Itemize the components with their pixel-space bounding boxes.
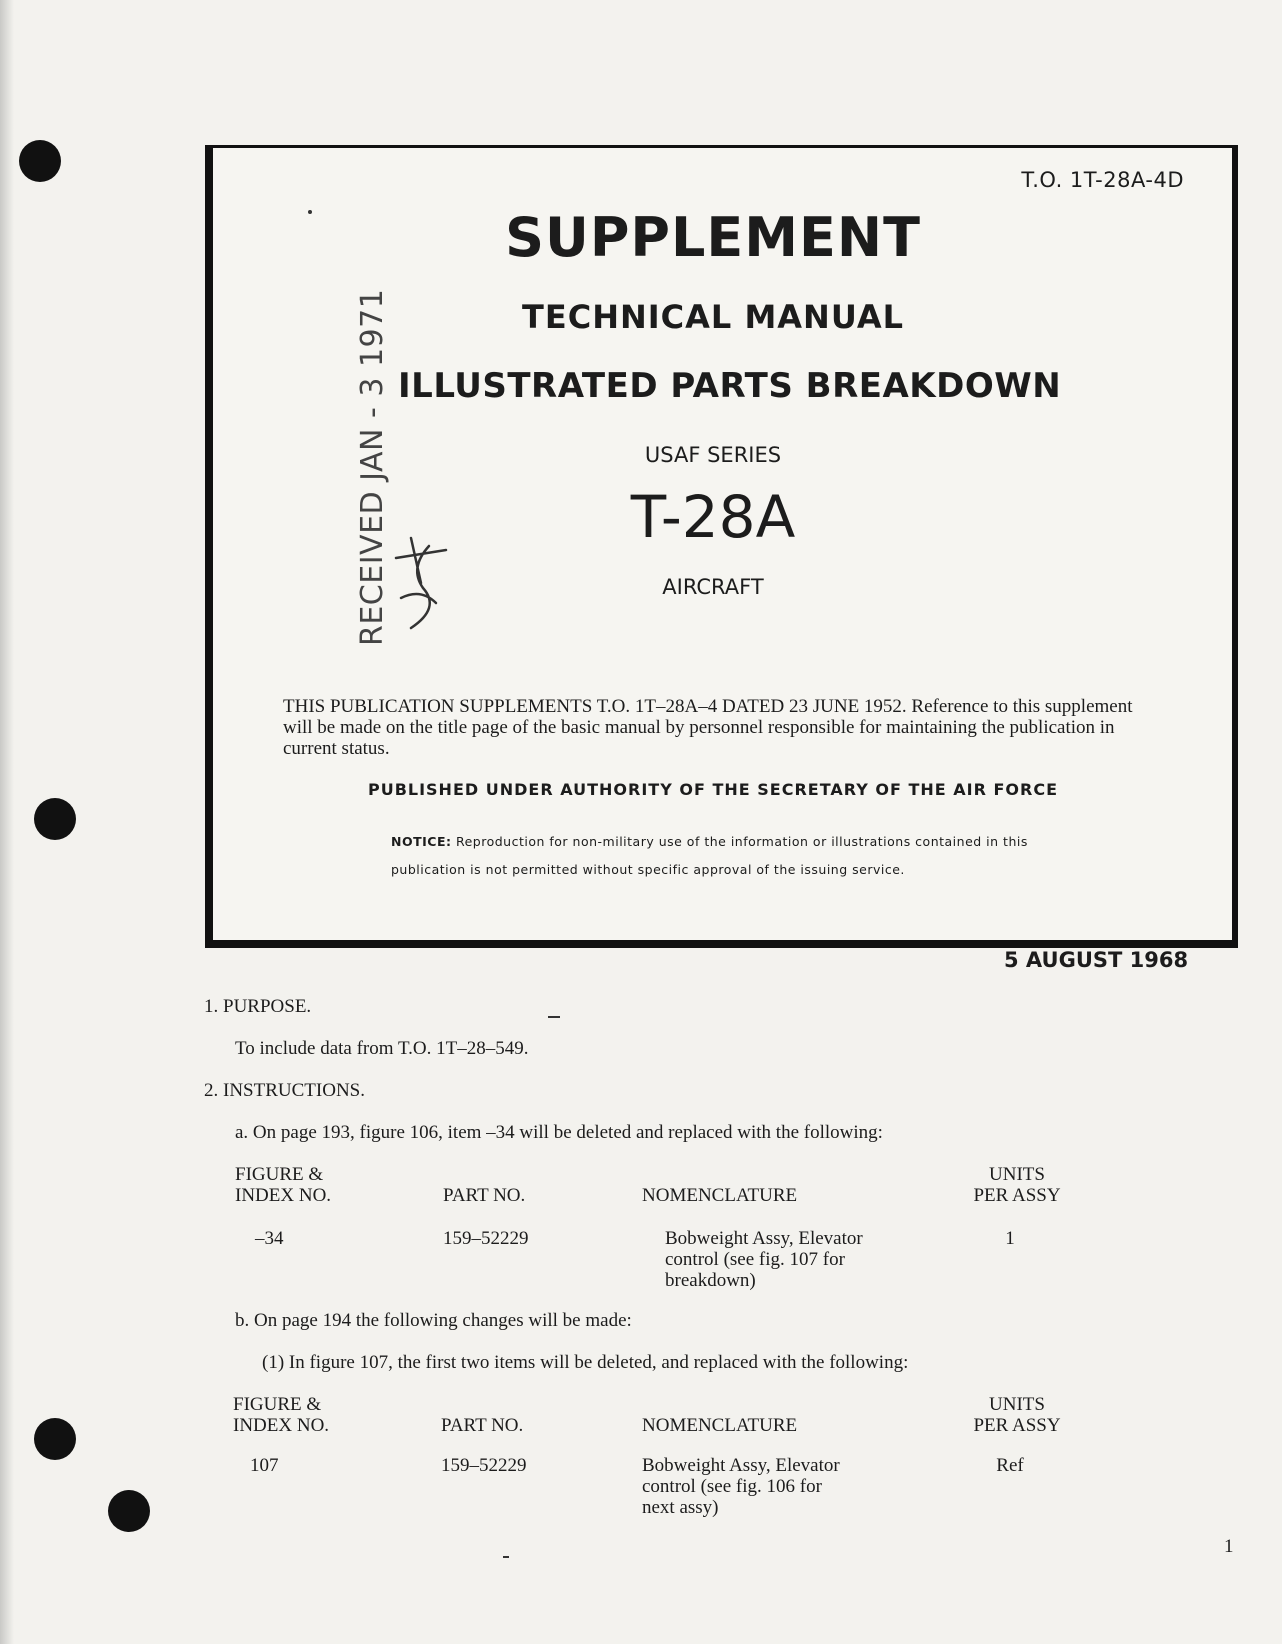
header-nomenclature: NOMENCLATURE xyxy=(642,1185,798,1206)
aircraft-label: AIRCRAFT xyxy=(662,575,764,599)
section-purpose-text: To include data from T.O. 1T–28–549. xyxy=(235,1038,529,1059)
supplement-statement: THIS PUBLICATION SUPPLEMENTS T.O. 1T–28A–4 DATED 23 JUNE 1952. Reference to this supplement will be made on the title page of the basic manual by personnel responsible for maintaining the publication in current status. xyxy=(283,696,1133,759)
authority-statement: PUBLISHED UNDER AUTHORITY OF THE SECRETARY OF THE AIR FORCE xyxy=(367,780,1059,799)
header-part-no: PART NO. xyxy=(441,1415,524,1436)
instruction-para-a: a. On page 193, figure 106, item –34 will be deleted and replaced with the following: xyxy=(235,1122,883,1143)
stray-mark xyxy=(548,1016,560,1018)
aircraft-model: T-28A xyxy=(630,483,796,551)
header-figure-index: FIGURE & INDEX NO. xyxy=(233,1394,330,1436)
section-purpose-heading: 1. PURPOSE. xyxy=(204,996,312,1017)
table-cell-part: 159–52229 xyxy=(443,1228,529,1249)
section-instructions-heading: 2. INSTRUCTIONS. xyxy=(204,1080,365,1101)
notice-block xyxy=(391,828,1071,884)
header-nomenclature: NOMENCLATURE xyxy=(642,1415,798,1436)
notice-label: NOTICE: xyxy=(391,834,452,849)
cover-box xyxy=(205,145,1238,948)
table-cell-units: Ref xyxy=(996,1455,1024,1476)
header-units-per-assy: UNITS PER ASSY xyxy=(973,1164,1061,1206)
to-number: T.O. 1T-28A-4D xyxy=(1021,168,1184,192)
header-figure-index: FIGURE & INDEX NO. xyxy=(235,1164,332,1206)
table-cell-nomenclature: Bobweight Assy, Elevator control (see fig. 107 for breakdown) xyxy=(665,1228,863,1291)
title-technical-manual: TECHNICAL MANUAL xyxy=(522,298,904,336)
header-units-per-assy: UNITS PER ASSY xyxy=(973,1394,1061,1436)
usaf-series: USAF SERIES xyxy=(644,443,782,467)
page-number: 1 xyxy=(1224,1536,1234,1557)
handwritten-initials xyxy=(391,528,451,643)
binder-hole-lower xyxy=(34,1418,76,1460)
binder-hole-bottom xyxy=(108,1490,150,1532)
table-cell-nomenclature: Bobweight Assy, Elevator control (see fig. 106 for next assy) xyxy=(642,1455,840,1518)
binder-hole-top xyxy=(19,140,61,182)
table-cell-index: –34 xyxy=(255,1228,284,1249)
stray-mark xyxy=(503,1556,509,1558)
title-illustrated-parts-breakdown: ILLUSTRATED PARTS BREAKDOWN xyxy=(398,366,1062,406)
notice-text: Reproduction for non-military use of the information or illustrations contained in this publication is not permitted without specific approval of the issuing service. xyxy=(391,834,1028,877)
binder-hole-middle xyxy=(34,798,76,840)
table-cell-part: 159–52229 xyxy=(441,1455,527,1476)
header-part-no: PART NO. xyxy=(443,1185,526,1206)
table-cell-index: 107 xyxy=(250,1455,279,1476)
scan-edge-shadow xyxy=(0,0,14,1644)
table-cell-units: 1 xyxy=(1005,1228,1015,1249)
received-stamp: RECEIVED JAN - 3 1971 xyxy=(355,288,390,646)
instruction-para-b: b. On page 194 the following changes will be made: xyxy=(235,1310,632,1331)
title-supplement: SUPPLEMENT xyxy=(505,206,921,269)
instruction-para-b1: (1) In figure 107, the first two items will be deleted, and replaced with the following: xyxy=(262,1352,909,1373)
publication-date: 5 AUGUST 1968 xyxy=(1004,948,1189,972)
